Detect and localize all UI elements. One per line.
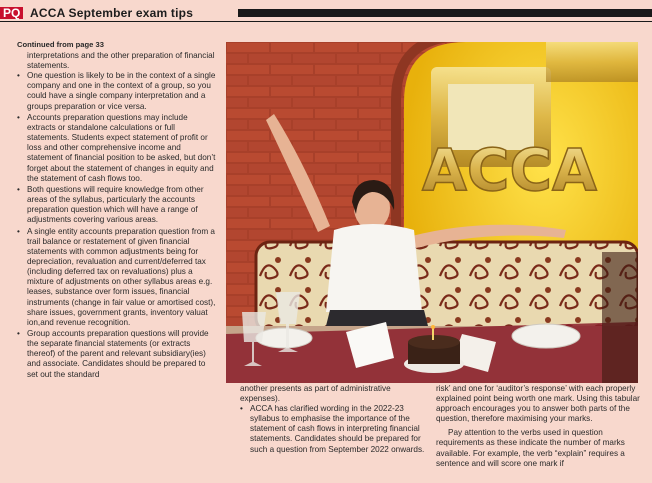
right-column <box>436 384 646 473</box>
left-lead-text: interpretations and the other preparation of financial statements. <box>27 51 215 71</box>
middle-column <box>240 384 430 456</box>
bullet-item: • ACCA has clarified wording in the 2022-23 syllabus to emphasise the importance of the statement of cash flows in interpreting financial statements. Candidates should be prepared for such a question from September 2022 onwards. <box>240 404 430 454</box>
bullet-item: • One question is likely to be in the context of a single company and one in the context of a group, so you could have a single company interpretation and a groups preparation or vice versa. <box>17 71 217 111</box>
page-header <box>0 0 652 22</box>
bullet-item: • A single entity accounts preparation question from a trail balance or restatement of given financial statements with common adjustments being for depreciation, revaluation and current/deferred tax (including deferred tax on revaluations) plus a mixture of adjustments on other syllabus areas e.g. leases, substance over form issues, financial instruments (change in fair value or amortised cost), share issues, government grants, inventory valuat ion,and revenue recognition. <box>17 227 217 328</box>
continued-label: Continued from page 33 <box>17 40 104 49</box>
header-bar <box>238 9 652 17</box>
header-title: ACCA September exam tips <box>30 6 194 20</box>
left-column <box>17 40 217 381</box>
bullet-item: • Accounts preparation questions may include extracts or standalone calculations or full statements. Students expect statement of profit or loss and other comprehensive income and statement of financial position to be asked, but don’t forget about the statement of changes in equity and the statement of cash flows too. <box>17 113 217 184</box>
bullet-item: • Both questions will require knowledge from other areas of the syllabus, particularly the accounts preparation question which will have a range of adjustments covering various areas. <box>17 185 217 225</box>
right-paragraph: risk’ and one for ‘auditor’s response’ with each properly explained point being worth one mark. Using this tabular approach encourages you to answer both parts of the question, therefore maximising your marks. <box>436 384 640 424</box>
middle-lead-text: another presents as part of administrative expenses). <box>240 384 391 404</box>
photo-illustration <box>226 42 638 383</box>
svg-text:ACCA: ACCA <box>422 136 597 204</box>
header-rule <box>0 21 652 22</box>
right-paragraph: Pay attention to the verbs used in question requirements as these indicate the number of marks available. For example, the verb “explain” requires a sentence and will score one mark if <box>436 428 625 468</box>
celebration-photo <box>226 42 638 383</box>
section-badge: PQ <box>0 7 23 19</box>
bullet-item: • Group accounts preparation questions will provide the separate financial statements (or extracts thereof) of the parent and relevant subsidiary(ies) and associate. Candidates should be prepared to set out the standard <box>17 329 217 379</box>
middle-bullet-list <box>240 404 430 454</box>
left-bullet-list <box>17 71 217 379</box>
